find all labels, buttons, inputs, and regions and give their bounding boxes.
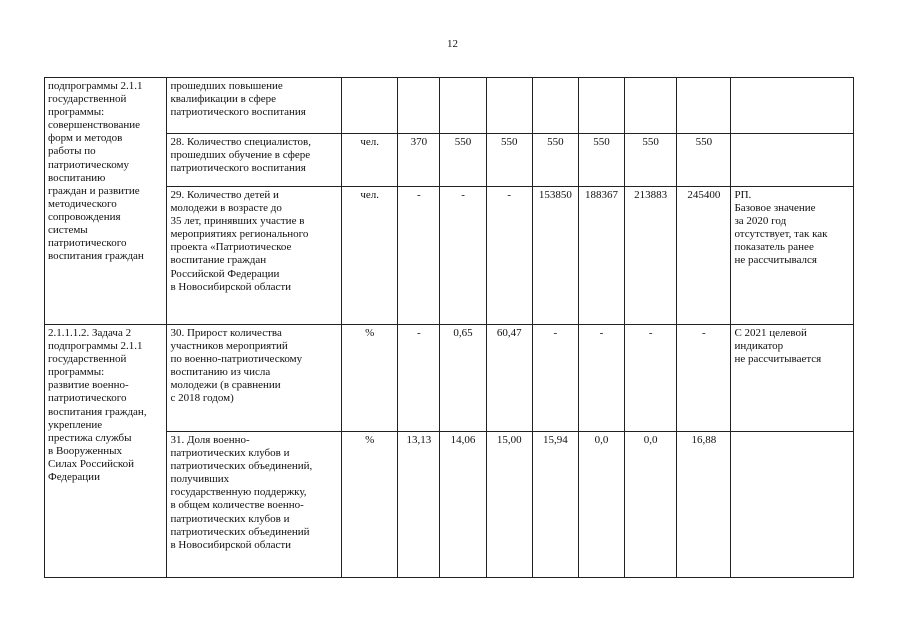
value-cell: 153850 xyxy=(532,187,578,325)
indicator-cell: 28. Количество специалистов, прошедших обучение в сфере патриотического воспитания xyxy=(167,134,342,187)
note-cell xyxy=(731,78,854,134)
value-cell: - xyxy=(677,325,731,432)
indicator-cell: 30. Прирост количества участников мероприятий по военно-патриотическому воспитанию из числа молодежи (в сравнении с 2018 годом) xyxy=(167,325,342,432)
value-cell: 245400 xyxy=(677,187,731,325)
group-cell: 2.1.1.1.2. Задача 2 подпрограммы 2.1.1 государственной программы: развитие военно- патриотического воспитания граждан, укрепление престижа службы в Вооруженных Силах Российской Федерации xyxy=(45,325,167,578)
value-cell: - xyxy=(440,187,486,325)
value-cell xyxy=(625,78,677,134)
indicators-table xyxy=(44,77,854,578)
value-cell xyxy=(578,78,624,134)
value-cell: - xyxy=(532,325,578,432)
value-cell: 15,00 xyxy=(486,432,532,578)
value-cell: - xyxy=(578,325,624,432)
indicator-cell: 29. Количество детей и молодежи в возрасте до 35 лет, принявших участие в мероприятиях регионального проекта «Патриотическое воспитание граждан Российской Федерации в Новосибирской области xyxy=(167,187,342,325)
value-cell: 550 xyxy=(677,134,731,187)
value-cell: 16,88 xyxy=(677,432,731,578)
value-cell xyxy=(486,78,532,134)
value-cell xyxy=(398,78,440,134)
indicator-cell: прошедших повышение квалификации в сфере патриотического воспитания xyxy=(167,78,342,134)
unit-cell xyxy=(342,78,398,134)
unit-cell: чел. xyxy=(342,134,398,187)
value-cell xyxy=(532,78,578,134)
value-cell: 0,0 xyxy=(578,432,624,578)
group-cell: подпрограммы 2.1.1 государственной программы: совершенствование форм и методов работы по патриотическому воспитанию граждан и развитие методического сопровождения системы патриотического воспитания граждан xyxy=(45,78,167,325)
value-cell: - xyxy=(625,325,677,432)
value-cell: 14,06 xyxy=(440,432,486,578)
note-cell: РП. Базовое значение за 2020 год отсутствует, так как показатель ранее не рассчитывался xyxy=(731,187,854,325)
value-cell: 0,65 xyxy=(440,325,486,432)
note-cell xyxy=(731,134,854,187)
value-cell xyxy=(440,78,486,134)
value-cell: 60,47 xyxy=(486,325,532,432)
value-cell: 550 xyxy=(578,134,624,187)
table-row xyxy=(45,325,854,432)
value-cell: 550 xyxy=(440,134,486,187)
value-cell: - xyxy=(486,187,532,325)
note-cell: С 2021 целевой индикатор не рассчитывается xyxy=(731,325,854,432)
value-cell: 550 xyxy=(486,134,532,187)
note-cell xyxy=(731,432,854,578)
indicator-cell: 31. Доля военно- патриотических клубов и патриотических объединений, получивших государственную поддержку, в общем количестве военно- патриотических клубов и патриотических объединений в Новосибирской области xyxy=(167,432,342,578)
value-cell: 550 xyxy=(532,134,578,187)
page-number: 12 xyxy=(447,38,458,50)
table-row xyxy=(45,78,854,134)
value-cell: 213883 xyxy=(625,187,677,325)
value-cell: 550 xyxy=(625,134,677,187)
value-cell: 13,13 xyxy=(398,432,440,578)
unit-cell: чел. xyxy=(342,187,398,325)
value-cell: 0,0 xyxy=(625,432,677,578)
value-cell: 370 xyxy=(398,134,440,187)
value-cell: 15,94 xyxy=(532,432,578,578)
unit-cell: % xyxy=(342,432,398,578)
value-cell xyxy=(677,78,731,134)
value-cell: 188367 xyxy=(578,187,624,325)
value-cell: - xyxy=(398,325,440,432)
unit-cell: % xyxy=(342,325,398,432)
value-cell: - xyxy=(398,187,440,325)
